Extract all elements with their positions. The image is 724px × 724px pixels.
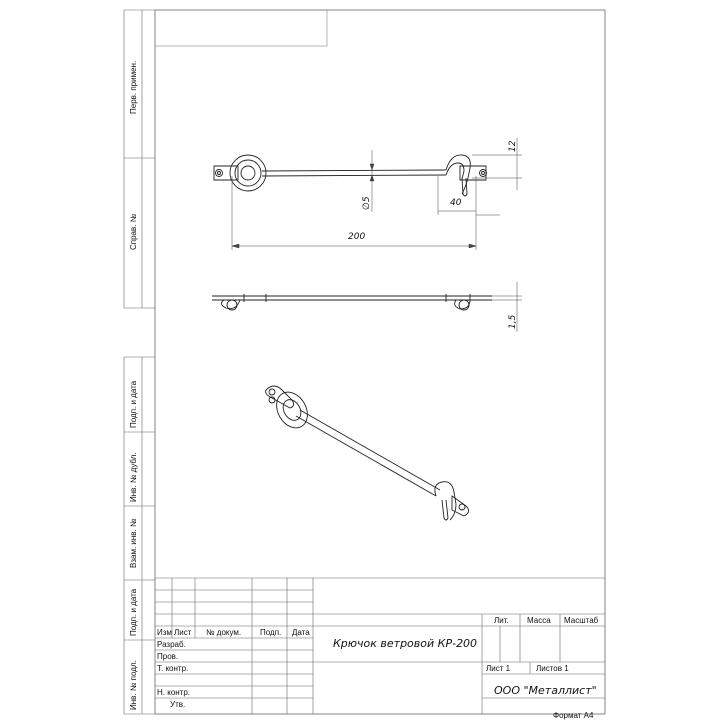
hook-shank (462, 178, 467, 196)
isometric-view (266, 386, 469, 520)
hook-tip (446, 163, 464, 179)
col-lit: Лит. (494, 616, 509, 625)
iso-screw-left (269, 389, 275, 395)
screw-right (480, 170, 487, 177)
col-list: Лист (174, 628, 192, 637)
sheet-count: Листов 1 (536, 664, 569, 673)
dim-offset: 40 (450, 198, 462, 208)
top-plate-right (440, 296, 492, 309)
eye-core (241, 166, 255, 180)
hook-rod-top (262, 170, 446, 171)
row-t-kontr: Т. контр. (157, 664, 189, 673)
label-sprav-no: Справ. № (129, 213, 138, 250)
row-n-kontr: Н. контр. (157, 688, 191, 697)
col-massa: Масса (527, 616, 551, 625)
row-razrab: Разраб. (157, 640, 186, 649)
company-name: ООО "Металлист" (494, 684, 597, 697)
screw-left-inner (218, 172, 221, 175)
top-view (212, 294, 492, 310)
label-perv-primen: Перв. примен. (129, 60, 138, 114)
label-podp-data-2: Подп. и дата (129, 588, 138, 636)
hook-rod-bottom (262, 175, 446, 176)
outer-frame (155, 10, 605, 714)
col-data: Дата (292, 628, 310, 637)
label-vzam-inv-no: Взам. инв. № (129, 518, 138, 568)
col-doc: № докум. (206, 628, 242, 637)
label-inv-no-dubl: Инв. № дубл. (129, 452, 138, 502)
dim-diameter: ∅5 (362, 196, 372, 210)
iso-rod-bottom (296, 416, 436, 496)
part-designation: Крючок ветровой КР-200 (333, 637, 478, 650)
dim-thickness: 1,5 (508, 314, 518, 329)
top-left-stamp-box (155, 10, 327, 46)
row-utv: Утв. (170, 700, 186, 709)
paper-format: Формат А4 (553, 711, 594, 720)
iso-shank (442, 500, 448, 520)
col-masshtab: Масштаб (564, 616, 599, 625)
screw-right-inner (482, 172, 485, 175)
sheet-number: Лист 1 (486, 664, 511, 673)
label-inv-no-podl: Инв. № подл. (129, 660, 138, 710)
eye-inner-ring (235, 160, 261, 186)
top-plate-left (212, 296, 272, 309)
col-podp: Подп. (260, 628, 282, 637)
dim-length: 200 (348, 232, 366, 242)
screw-left (216, 170, 223, 177)
row-prov: Пров. (157, 652, 179, 661)
front-dimensions (232, 138, 522, 250)
iso-rod-top (300, 410, 440, 490)
dim-height: 12 (508, 140, 518, 152)
iso-eye-outer (270, 387, 313, 434)
iso-screw-right (459, 504, 465, 510)
front-view (214, 155, 487, 196)
label-podp-data-1: Подп. и дата (129, 380, 138, 428)
iso-hook (435, 482, 456, 520)
col-izm: Изм (157, 628, 172, 637)
iso-plate-left (266, 386, 294, 408)
